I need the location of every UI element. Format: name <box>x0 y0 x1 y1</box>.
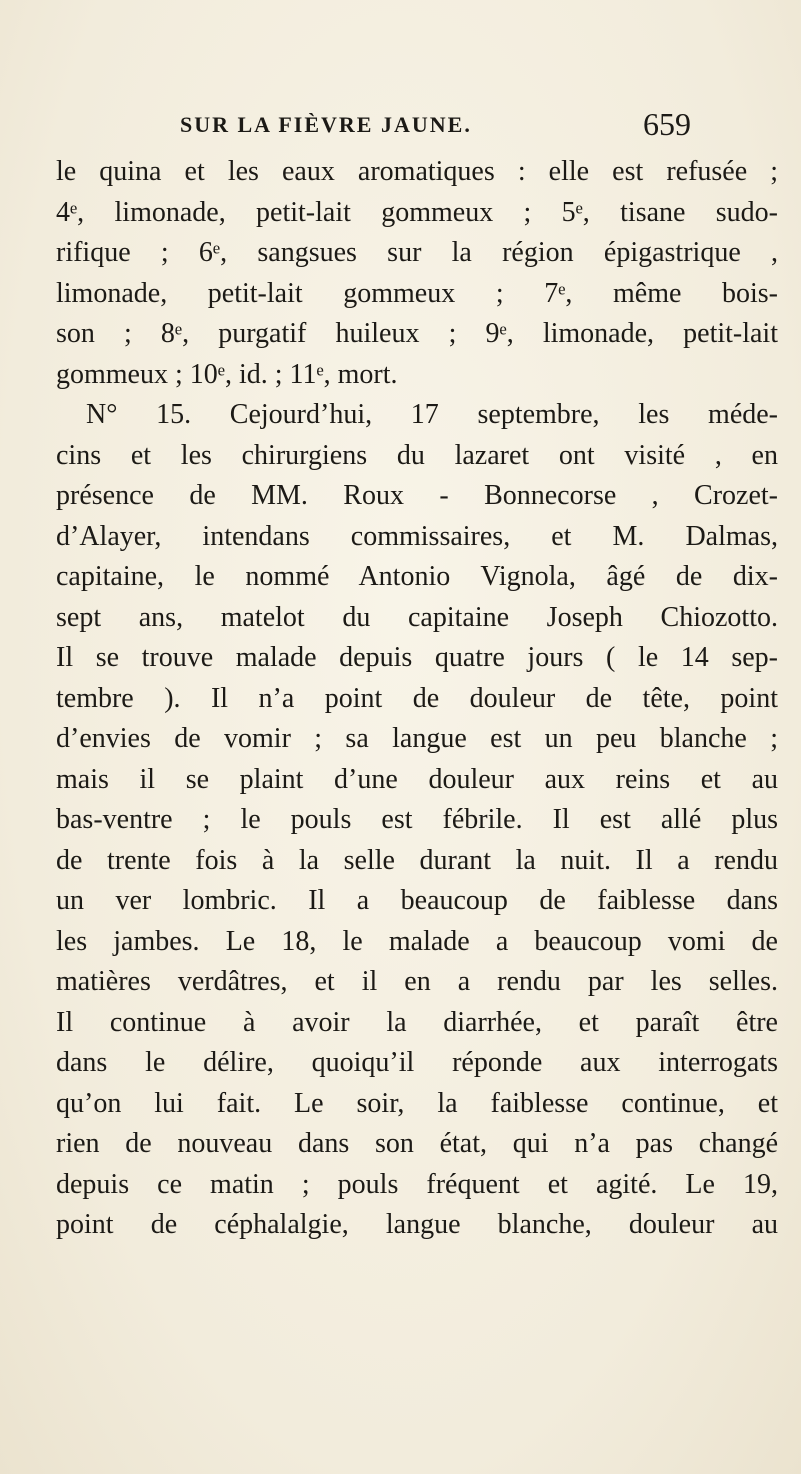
page-number: 659 <box>643 106 691 142</box>
paragraph-start-line: N° 15. Cejourd’hui, 17 septembre, les méde- <box>86 399 778 430</box>
text-line: Il se trouve malade depuis quatre jours ( le 14 sep- <box>56 642 778 673</box>
text-line: dans le délire, quoiqu’il réponde aux interrogats <box>56 1047 778 1078</box>
text-line: capitaine, le nommé Antonio Vignola, âgé de dix- <box>56 561 778 592</box>
text-line: tembre ). Il n’a point de douleur de tête, point <box>56 682 778 714</box>
text-line: son ; 8ᵉ, purgatif huileux ; 9ᵉ, limonade, petit-lait <box>56 318 778 349</box>
text-line: qu’on lui fait. Le soir, la faiblesse continue, et <box>56 1087 778 1119</box>
text-line: gommeux ; 10ᵉ, id. ; 11ᵉ, mort. <box>56 358 398 390</box>
text-line: mais il se plaint d’une douleur aux reins et au <box>56 763 778 795</box>
running-head <box>140 106 741 146</box>
text-line: depuis ce matin ; pouls fréquent et agité. Le 19, <box>56 1168 778 1200</box>
body-text <box>56 152 778 1246</box>
text-line: le quina et les eaux aromatiques : elle est refusée ; <box>56 156 778 187</box>
text-line: rien de nouveau dans son état, qui n’a pas changé <box>56 1128 778 1159</box>
text-line: rifique ; 6ᵉ, sangsues sur la région épigastrique , <box>56 237 778 268</box>
text-line: cins et les chirurgiens du lazaret ont visité , en <box>56 439 778 471</box>
text-line: point de céphalalgie, langue blanche, douleur au <box>56 1209 778 1240</box>
running-title: SUR LA FIÈVRE JAUNE. <box>180 112 472 137</box>
text-line: bas-ventre ; le pouls est fébrile. Il est allé plus <box>56 804 778 835</box>
text-line: Il continue à avoir la diarrhée, et paraît être <box>56 1006 778 1038</box>
text-line: limonade, petit-lait gommeux ; 7ᵉ, même bois- <box>56 277 778 309</box>
text-line: présence de MM. Roux - Bonnecorse , Crozet- <box>56 480 778 511</box>
text-line: d’envies de vomir ; sa langue est un peu blanche ; <box>56 723 778 754</box>
text-line: les jambes. Le 18, le malade a beaucoup vomi de <box>56 925 778 957</box>
text-line: sept ans, matelot du capitaine Joseph Chiozotto. <box>56 601 778 633</box>
text-line: un ver lombric. Il a beaucoup de faiblesse dans <box>56 885 778 916</box>
text-line: de trente fois à la selle durant la nuit. Il a rendu <box>56 844 778 876</box>
text-line: d’Alayer, intendans commissaires, et M. Dalmas, <box>56 520 778 552</box>
text-line: 4ᵉ, limonade, petit-lait gommeux ; 5ᵉ, tisane sudo- <box>56 196 778 228</box>
text-line: matières verdâtres, et il en a rendu par les selles. <box>56 966 778 997</box>
